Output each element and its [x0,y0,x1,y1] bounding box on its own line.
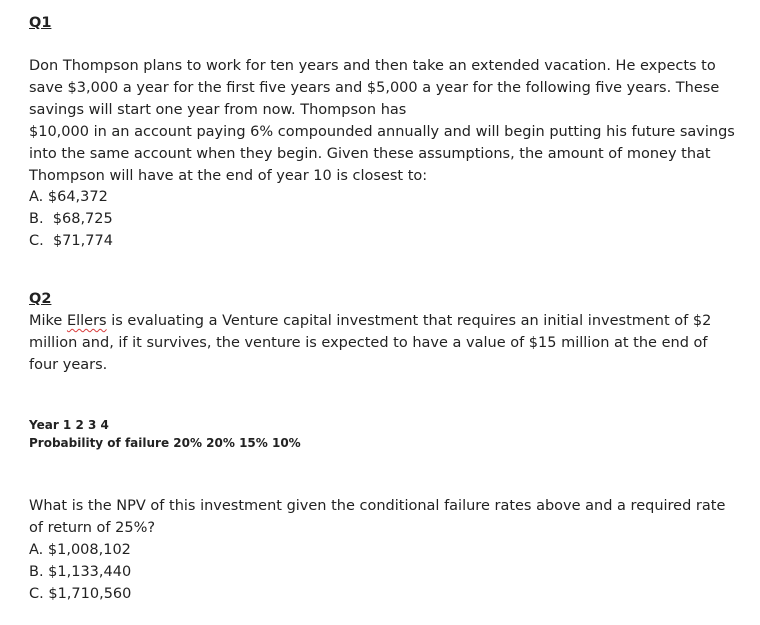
q2-line: four years. [29,357,108,373]
q1-line: savings will start one year from now. Thompson has [29,102,407,118]
q1-question-text [29,55,735,187]
q2-npv-question [29,495,729,539]
q1-option-b: B. $68,725 [29,211,113,227]
q1-line: Don Thompson plans to work for ten years and then take an extended vacation. He expects to [29,58,716,74]
q1-line: Thompson will have at the end of year 10 is closest to: [29,168,428,184]
q1-option-c: C. $71,774 [29,233,113,249]
q2-npv-line: What is the NPV of this investment given the conditional failure rates above and a required rate [29,498,726,514]
q2-heading: Q2 [29,291,52,307]
q1-heading: Q1 [29,15,52,31]
q2-option-c: C. $1,710,560 [29,586,132,602]
q2-option-b: B. $1,133,440 [29,564,132,580]
q2-question-text [29,310,729,376]
q2-line-prefix: Mike [29,313,67,329]
q2-line-suffix: is evaluating a Venture capital investment that requires an initial investment of $2 [106,313,712,329]
q2-line: million and, if it survives, the venture is expected to have a value of $15 million at the end of [29,335,708,351]
q1-options [29,186,113,252]
q1-line: $10,000 in an account paying 6% compounded annually and will begin putting his future savings [29,124,735,140]
q2-option-a: A. $1,008,102 [29,542,131,558]
q2-options [29,539,131,605]
q2-npv-line: of return of 25%? [29,520,156,536]
q1-line: into the same account when they begin. Given these assumptions, the amount of money that [29,146,711,162]
q1-line: save $3,000 a year for the first five years and $5,000 a year for the following five years. These [29,80,720,96]
spellcheck-name: Ellers [66,313,107,329]
q2-table-row-probability: Probability of failure 20% 20% 15% 10% [29,436,301,450]
q1-option-a: A. $64,372 [29,189,108,205]
q2-table-row-year: Year 1 2 3 4 [29,418,109,432]
q2-line [29,310,729,332]
